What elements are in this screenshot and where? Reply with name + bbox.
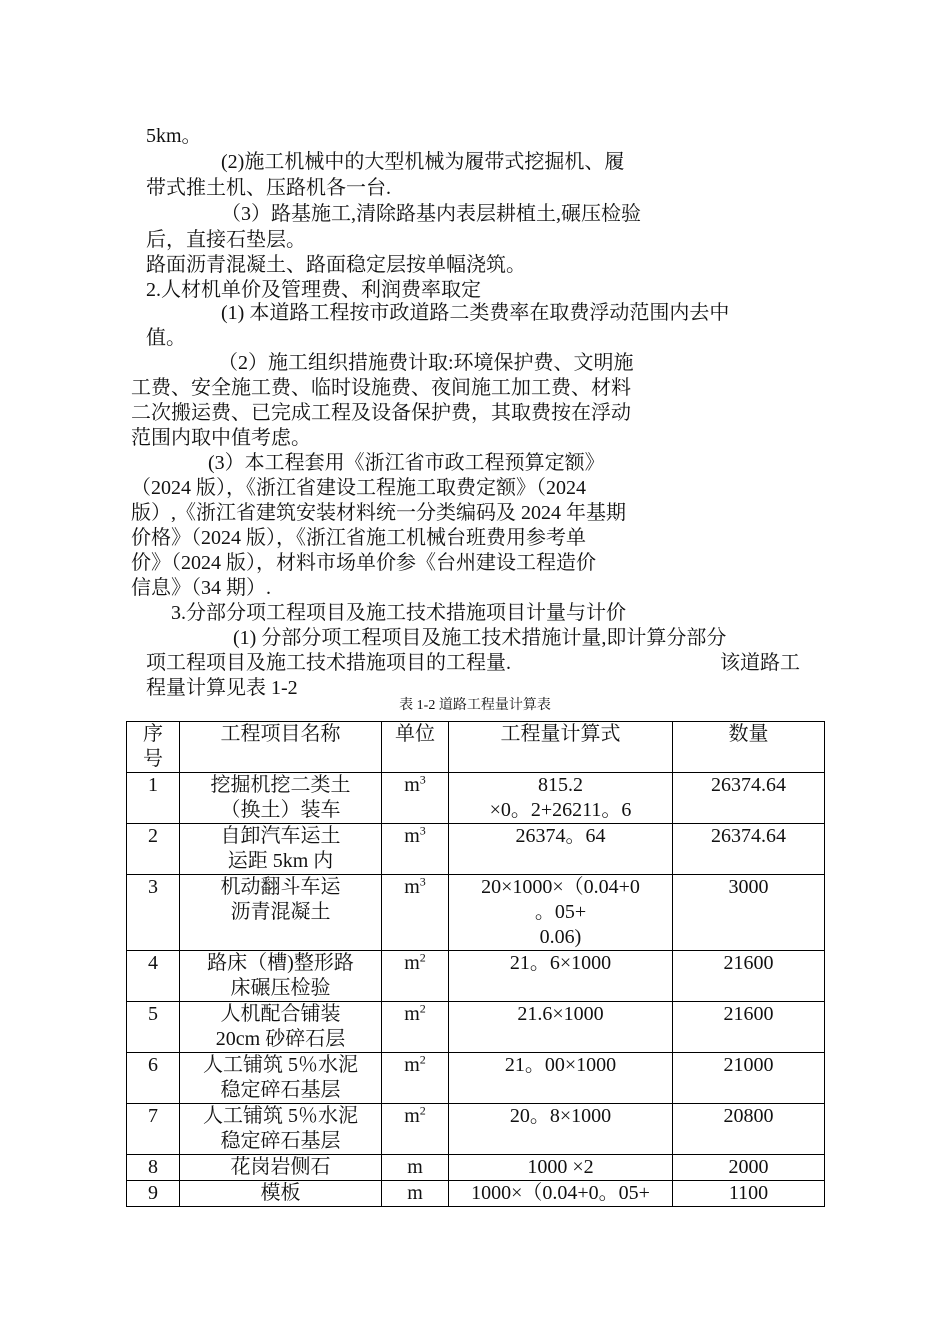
header-qty: 数量 — [673, 722, 825, 773]
header-name: 工程项目名称 — [180, 722, 382, 773]
text-line: (1) 本道路工程按市政道路二类费率在取费浮动范围内去中 — [221, 302, 730, 324]
text-line: 价》（2024 版），材料市场单价参《台州建设工程造价 — [131, 552, 596, 574]
table-row: 3 机动翻斗车运 沥青混凝土 $m^3$ 20×1000×（0.04+0 。05+ 0.06) 3000 — [127, 875, 825, 951]
text-line: (1) 分部分项工程项目及施工技术措施计量,即计算分部分 — [233, 627, 727, 649]
table-row: 4 路床（槽)整形路 床碾压检验 $m^2$ 21。6×1000 21600 — [127, 951, 825, 1002]
table-row: 7 人工铺筑 5％水泥 稳定碎石基层 $m^2$ 20。8×1000 20800 — [127, 1104, 825, 1155]
text-line: 版）,《浙江省建筑安装材料统一分类编码及 2024 年基期 — [131, 502, 626, 524]
text-line: 路面沥青混凝土、路面稳定层按单幅浇筑。 — [146, 254, 526, 276]
header-seq: 序 号 — [127, 722, 180, 773]
text-line: 价格》（2024 版），《浙江省施工机械台班费用参考单 — [131, 527, 586, 549]
text-line: 5km。 — [146, 125, 202, 147]
quantity-table — [126, 721, 825, 1207]
table-row: 8 花岗岩侧石 m 1000 ×2 2000 — [127, 1155, 825, 1181]
header-formula: 工程量计算式 — [449, 722, 673, 773]
text-line: （2）施工组织措施费计取:环境保护费、文明施 — [218, 352, 634, 374]
section-heading: 3.分部分项工程项目及施工技术措施项目计量与计价 — [171, 602, 626, 624]
text-line: 范围内取中值考虑。 — [131, 427, 311, 449]
section-heading: 2.人材机单价及管理费、利润费率取定 — [146, 279, 481, 301]
text-line: 信息》（34 期）. — [131, 577, 271, 599]
text-line: 二次搬运费、已完成工程及设备保护费，其取费按在浮动 — [131, 402, 631, 424]
text-line: 项工程项目及施工技术措施项目的工程量. — [146, 652, 511, 674]
table-row: 9 模板 m 1000×（0.04+0。05+ 1100 — [127, 1181, 825, 1207]
text-line: （3）路基施工,清除路基内表层耕植土,碾压检验 — [221, 203, 641, 225]
text-line: 该道路工 — [720, 652, 800, 674]
text-line: 工费、安全施工费、临时设施费、夜间施工加工费、材料 — [131, 377, 631, 399]
header-unit: 单位 — [382, 722, 449, 773]
text-line: 值。 — [146, 327, 186, 349]
text-line: (3）本工程套用《浙江省市政工程预算定额》 — [208, 452, 605, 474]
table-row: 1 挖掘机挖二类土 （换土）装车 $m^3$ 815.2 ×0。2+26211。6 26374.64 — [127, 773, 825, 824]
table-header-row — [127, 722, 825, 773]
table-row: 5 人机配合铺装 20cm 砂碎石层 $m^2$ 21.6×1000 21600 — [127, 1002, 825, 1053]
table-row: 6 人工铺筑 5％水泥 稳定碎石基层 $m^2$ 21。00×1000 21000 — [127, 1053, 825, 1104]
text-line: （2024 版），《浙江省建设工程施工取费定额》（2024 — [131, 477, 586, 499]
text-line: (2)施工机械中的大型机械为履带式挖掘机、履 — [221, 151, 625, 173]
text-line: 程量计算见表 1-2 — [146, 677, 298, 699]
table-row: 2 自卸汽车运土 运距 5km 内 $m^3$ 26374。64 26374.64 — [127, 824, 825, 875]
table-caption: 表 1-2 道路工程量计算表 — [399, 698, 551, 713]
text-line: 后，直接石垫层。 — [146, 229, 306, 251]
text-line: 带式推土机、压路机各一台. — [146, 177, 391, 199]
